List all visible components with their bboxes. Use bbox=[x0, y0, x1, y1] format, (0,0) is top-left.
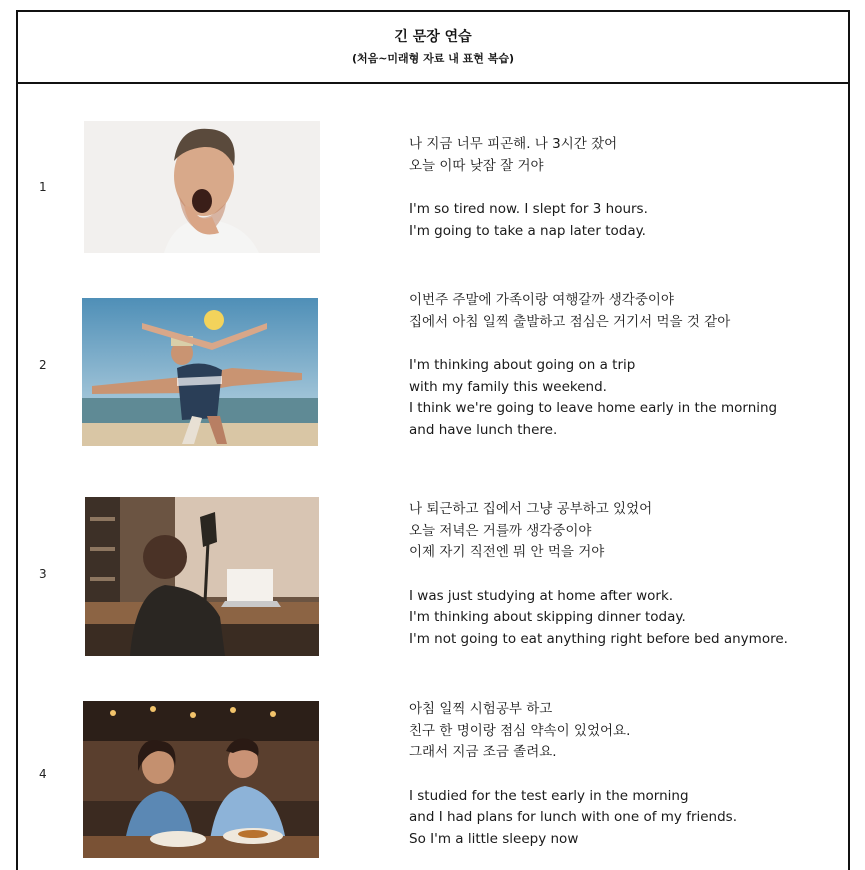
english-line: and have lunch there. bbox=[409, 421, 558, 438]
sentence-block bbox=[409, 499, 788, 650]
page-subtitle: (처음~미래형 자료 내 표현 복습) bbox=[351, 52, 515, 65]
english-line: I'm thinking about skipping dinner today. bbox=[409, 609, 686, 625]
family-beach-photo bbox=[82, 298, 318, 446]
studying-woman-photo bbox=[85, 497, 319, 656]
worksheet-header bbox=[18, 12, 848, 84]
row-number: 4 bbox=[39, 767, 47, 781]
sentence-block bbox=[409, 699, 737, 850]
english-line: I'm so tired now. I slept for 3 hours. bbox=[409, 201, 648, 217]
english-line: I studied for the test early in the morning bbox=[409, 787, 689, 804]
korean-line: 이제 자기 직전엔 뭐 안 먹을 거야 bbox=[409, 544, 605, 560]
english-line: I'm going to take a nap later today. bbox=[409, 222, 646, 239]
english-line: I'm thinking about going on a trip bbox=[409, 357, 636, 373]
sentence-block bbox=[409, 290, 777, 441]
row-number: 3 bbox=[39, 567, 47, 581]
korean-line: 그래서 지금 조금 졸려요. bbox=[409, 744, 557, 760]
english-line: I'm not going to eat anything right before bed anymore. bbox=[409, 630, 788, 647]
korean-line: 나 퇴근하고 집에서 그냥 공부하고 있었어 bbox=[409, 501, 653, 517]
english-line: I was just studying at home after work. bbox=[409, 587, 674, 604]
restaurant-couple-photo bbox=[83, 701, 319, 858]
korean-line: 오늘 이따 낮잠 잘 거야 bbox=[409, 157, 544, 174]
korean-line: 이번주 주말에 가족이랑 여행갈까 생각중이야 bbox=[409, 292, 674, 308]
row-number: 2 bbox=[39, 358, 47, 372]
row-number: 1 bbox=[39, 180, 47, 194]
english-line: So I'm a little sleepy now bbox=[409, 830, 579, 847]
korean-line: 집에서 아침 일찍 출발하고 점심은 거기서 먹을 것 같아 bbox=[409, 313, 731, 330]
english-line: with my family this weekend. bbox=[409, 378, 607, 395]
korean-line: 아침 일찍 시험공부 하고 bbox=[409, 701, 553, 717]
korean-line: 친구 한 명이랑 점심 약속이 있었어요. bbox=[409, 722, 631, 739]
yawning-man-photo bbox=[84, 121, 320, 253]
korean-line: 나 지금 너무 피곤해. 나 3시간 잤어 bbox=[409, 136, 618, 152]
korean-line: 오늘 저녁은 거를까 생각중이야 bbox=[409, 522, 592, 539]
page-title: 긴 문장 연습 bbox=[394, 29, 472, 45]
english-line: and I had plans for lunch with one of my friends. bbox=[409, 809, 738, 825]
english-line: I think we're going to leave home early in the morning bbox=[409, 400, 778, 416]
sentence-block bbox=[409, 134, 648, 242]
